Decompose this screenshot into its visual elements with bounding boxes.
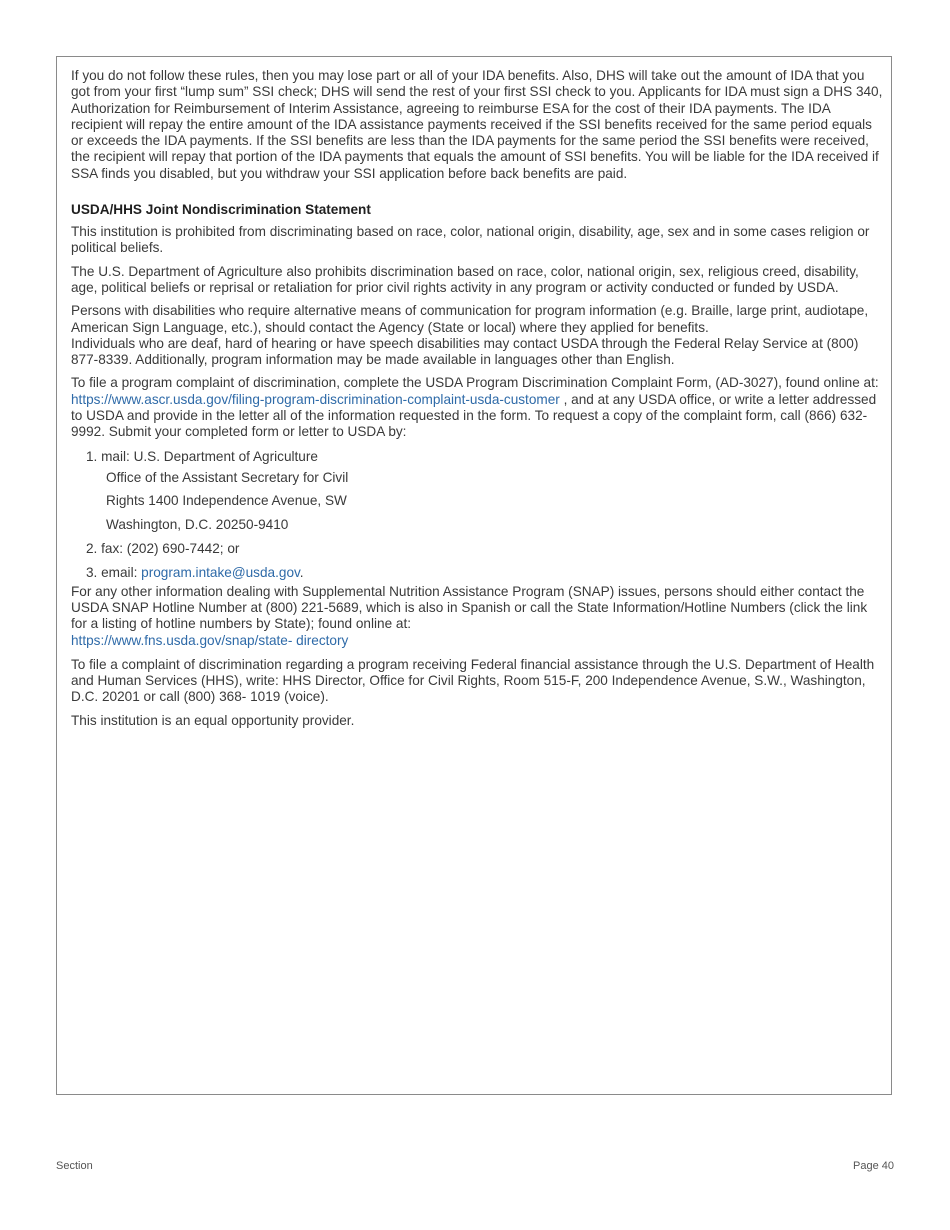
hhs-paragraph: To file a complaint of discrimination regarding a program receiving Federal financial assistance through the U.S. Department of Health and Human Services (HHS), write: HHS Director, Office for Civil Rights, Room 515-F, 200 Independence Avenue, S.W., Washington, D.C. 20201 or call (800) 368- 1019 (voice). [71,656,875,705]
mail-address-line-1: Office of the Assistant Secretary for Civil [106,469,349,485]
snap-paragraph [71,584,883,649]
snap-text: For any other information dealing with Supplemental Nutrition Assistance Program (SNAP) issues, persons should either contact the USDA SNAP Hotline Number at (800) 221-5689, which is also in Spanish or call the State Information/Hotline Numbers (click the link for a listing of hotline numbers by State); found online at: [71,583,868,632]
mail-address-line-3: Washington, D.C. 20250-9410 [106,516,289,532]
complaint-text-before: To file a program complaint of discrimination, complete the USDA Program Discrimination Complaint Form, (AD-3027), found online at: [71,375,879,391]
submission-methods-list-continued [71,541,883,581]
statement-paragraph-3: Persons with disabilities who require alternative means of communication for program information (e.g. Braille, large print, audiotape, American Sign Language, etc.), should contact the Agency (State or local) where they applied for benefits. [71,303,869,335]
content-frame [56,56,892,1095]
email-suffix: . [299,564,304,580]
footer-section-label: Section [56,1160,93,1172]
list-item-fax: 2. fax: (202) 690-7442; or [86,540,240,556]
section-heading: USDA/HHS Joint Nondiscrimination Statement [71,202,371,218]
statement-paragraph-1: This institution is prohibited from discriminating based on race, color, national origin, disability, age, sex and in some cases religion or political beliefs. [71,224,870,256]
submission-methods-list [71,449,883,465]
list-item-email [86,565,883,581]
mail-address-line-2: Rights 1400 Independence Avenue, SW [106,492,347,508]
statement-paragraph-2: The U.S. Department of Agriculture also prohibits discrimination based on race, color, national origin, sex, religious creed, disability, age, political beliefs or reprisal or retaliation for prior civil rights activity in any program or activity conducted or funded by USDA. [71,263,859,295]
footer-page-number: Page 40 [853,1160,894,1172]
email-prefix: 3. email: [86,564,142,580]
intro-paragraph: If you do not follow these rules, then you may lose part or all of your IDA benefits. Also, DHS will take out the amount of IDA that you got from your first “lump sum” SSI check; DHS will send the rest of your first SSI check to you. Applicants for IDA must sign a DHS 340, Authorization for Reimbursement of Interim Assistance, agreeing to reimburse ESA for the cost of their IDA payments. The IDA recipient will repay the entire amount of the IDA assistance payments received if the SSI benefits received for the same period equals or exceeds the IDA payments. If the SSI benefits are less than the IDA payments for the same period the SSI benefits were received, the recipient will repay that portion of the IDA payments that equals the amount of SSI benefits. You will be liable for the IDA received if SSA finds you disabled, but you withdraw your SSI application before back benefits are paid. [71,68,883,181]
email-link[interactable]: program.intake@usda.gov [141,564,300,580]
complaint-text-after: , and at any USDA office, or write a letter addressed to USDA and provide in the letter all of the information requested in the form. To request a copy of the complaint form, call (866) 632-9992. Submit your completed form or letter to USDA by: [71,391,877,440]
statement-paragraph-4: Individuals who are deaf, hard of hearing or have speech disabilities may contact USDA through the Federal Relay Service at (800) 877-8339. Additionally, program information may be made available in languages other than English. [71,335,859,368]
list-item-mail: 1. mail: U.S. Department of Agriculture [86,448,318,464]
complaint-form-link[interactable]: https://www.ascr.usda.gov/filing-program-discrimination-complaint-usda-customer [71,391,560,407]
snap-directory-link[interactable]: https://www.fns.usda.gov/snap/state- directory [71,632,349,648]
equal-opportunity-statement: This institution is an equal opportunity provider. [71,712,355,728]
complaint-paragraph [71,375,883,440]
